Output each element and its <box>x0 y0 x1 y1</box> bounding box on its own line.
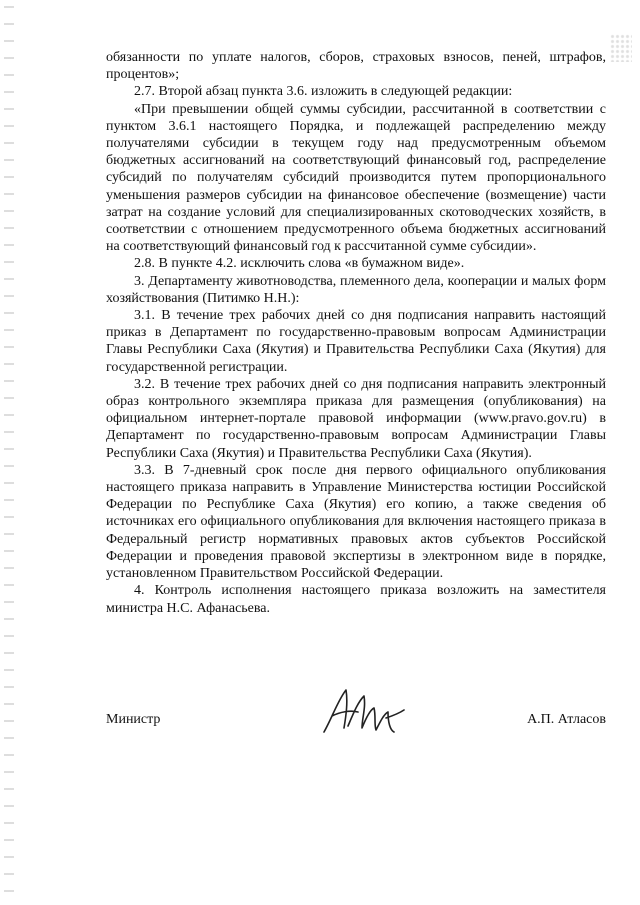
paragraph-4: 4. Контроль исполнения настоящего приказа возложить на заместителя министра Н.С. Афанасьева. <box>106 583 606 616</box>
paragraph-2-8: 2.8. В пункте 4.2. исключить слова «в бумажном виде». <box>134 256 465 272</box>
scan-edge-artifact <box>4 0 14 905</box>
paragraph-3-3: 3.3. В 7-дневный срок после дня первого официального опубликования настоящего приказа направить в Управление Министерства юстиции Российской Федерации по Республике Саха (Якутия) его копию, а также сведения об источниках его официального опубликования для включения настоящего приказа в Федеральный регистр нормативных правовых актов субъектов Российской Федерации и проведения правовой экспертизы в электронном виде в порядке, установленном Правительством Российской Федерации. <box>106 462 606 582</box>
paragraph-2-7: 2.7. Второй абзац пункта 3.6. изложить в следующей редакции: <box>134 84 513 100</box>
paragraph-3-2: 3.2. В течение трех рабочих дней со дня подписания направить электронный образ контрольного экземпляра приказа для размещения (опубликования) на официальном интернет-портале правовой информации (www.pravo.gov.ru) в Департамент по государственно-правовым вопросам Администрации Главы Республики Саха (Якутия) и Правительства Республики Саха (Якутия). <box>106 376 606 461</box>
handwritten-signature <box>318 682 408 742</box>
paragraph-quote: «При превышении общей суммы субсидии, рассчитанной в соответствии с пунктом 3.6.1 настоящего Порядка, и подлежащей распределению между получателями субсидии в текущем году над предусмотренным объемом бюджетных ассигнований на соответствующий финансовый год, распределение субсидий по получателям субсидий производится путем пропорционального уменьшения размеров субсидии на финансовое обеспечение (возмещение) части затрат на создание условий для специализированных скотоводческих хозяйств, в соответствии с отношением предусмотренного объема бюджетных ассигнований на соответствующий финансовый год к рассчитанной сумме субсидии». <box>106 101 606 255</box>
paragraph-continuation: обязанности по уплате налогов, сборов, страховых взносов, пеней, штрафов, процентов»; <box>106 50 606 83</box>
scan-corner-artifact <box>610 34 632 62</box>
document-body <box>106 49 606 617</box>
signature-block <box>106 700 606 740</box>
signer-title: Министр <box>106 712 161 727</box>
signer-name: А.П. Атласов <box>527 712 606 727</box>
paragraph-3: 3. Департаменту животноводства, племенного дела, кооперации и малых форм хозяйствования (Питимко Н.Н.): <box>106 273 606 306</box>
paragraph-3-1: 3.1. В течение трех рабочих дней со дня подписания направить настоящий приказ в Департамент по государственно-правовым вопросам Администрации Главы Республики Саха (Якутия) и Правительства Республики Саха (Якутия) для государственной регистрации. <box>106 308 606 375</box>
